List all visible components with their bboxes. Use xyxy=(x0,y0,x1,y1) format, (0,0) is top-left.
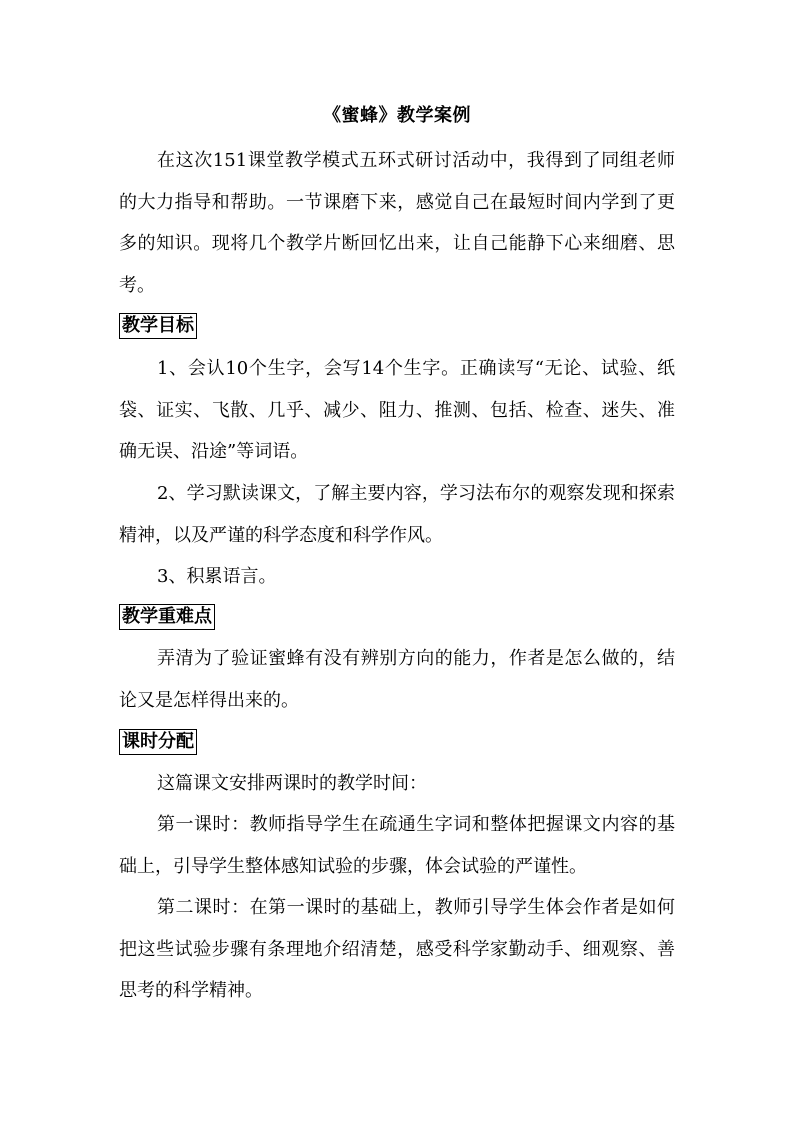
allocation-paragraph-lesson-1: 第一课时：教师指导学生在疏通生字词和整体把握课文内容的基础上，引导学生整体感知试验的步骤，体会试验的严谨性。 xyxy=(119,814,675,877)
goal-paragraph-1: 1、会认10个生字，会写14个生字。正确读写“无论、试验、纸袋、证实、飞散、几乎、减少、阻力、推测、包括、检查、迷失、准确无误、沿途”等词语。 xyxy=(119,358,675,462)
key-points-paragraph: 弄清为了验证蜜蜂有没有辨别方向的能力，作者是怎么做的，结论又是怎样得出来的。 xyxy=(119,648,675,711)
section-heading-teaching-goals: 教学目标 xyxy=(119,313,197,339)
allocation-paragraph-intro: 这篇课文安排两课时的教学时间： xyxy=(157,773,427,794)
goal-paragraph-2: 2、学习默读课文，了解主要内容，学习法布尔的观察发现和探索精神，以及严谨的科学态度和科学作风。 xyxy=(119,483,675,546)
section-heading-lesson-allocation: 课时分配 xyxy=(119,729,197,755)
allocation-paragraph-lesson-2: 第二课时：在第一课时的基础上，教师引导学生体会作者是如何把这些试验步骤有条理地介绍清楚，感受科学家勤动手、细观察、善思考的科学精神。 xyxy=(119,897,675,1001)
document-title: 《蜜蜂》教学案例 xyxy=(323,105,471,126)
section-heading-key-points: 教学重难点 xyxy=(119,604,215,630)
intro-paragraph: 在这次151课堂教学模式五环式研讨活动中，我得到了同组老师的大力指导和帮助。一节课磨下来，感觉自己在最短时间内学到了更多的知识。现将几个教学片断回忆出来，让自己能静下心来细磨、思考。 xyxy=(119,150,675,296)
goal-paragraph-3: 3、积累语言。 xyxy=(157,566,277,587)
